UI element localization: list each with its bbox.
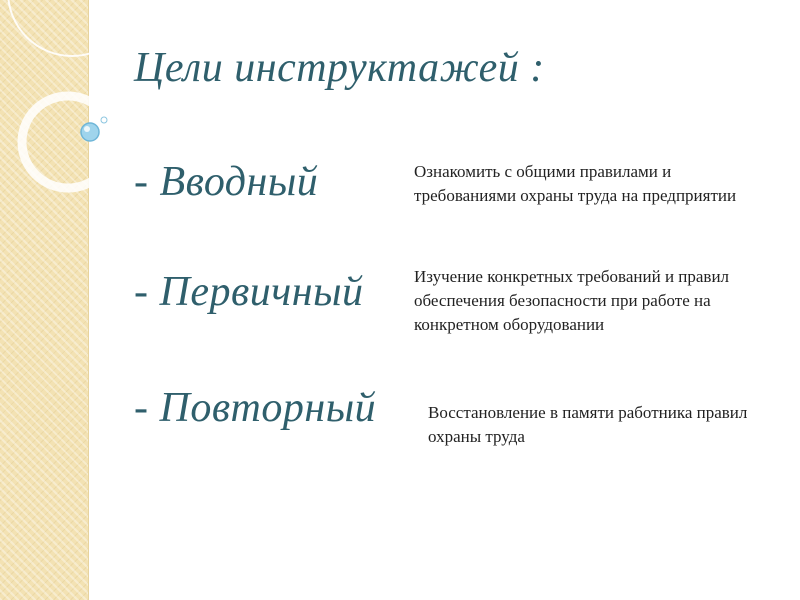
item-description-introductory: Ознакомить с общими правилами и требованиями охраны труда на предприятии [414,162,737,205]
item-description-repeated: Восстановление в памяти работника правил охраны труда [428,403,748,446]
slide-title: Цели инструктажей : [134,45,545,91]
item-description-primary: Изучение конкретных требований и правил обеспечения безопасности при работе на конкретном оборудовании [414,267,730,334]
item-label-repeated: - Повторный [134,385,377,431]
item-label-primary: - Первичный [134,269,364,315]
item-label-introductory: - Вводный [134,159,319,205]
